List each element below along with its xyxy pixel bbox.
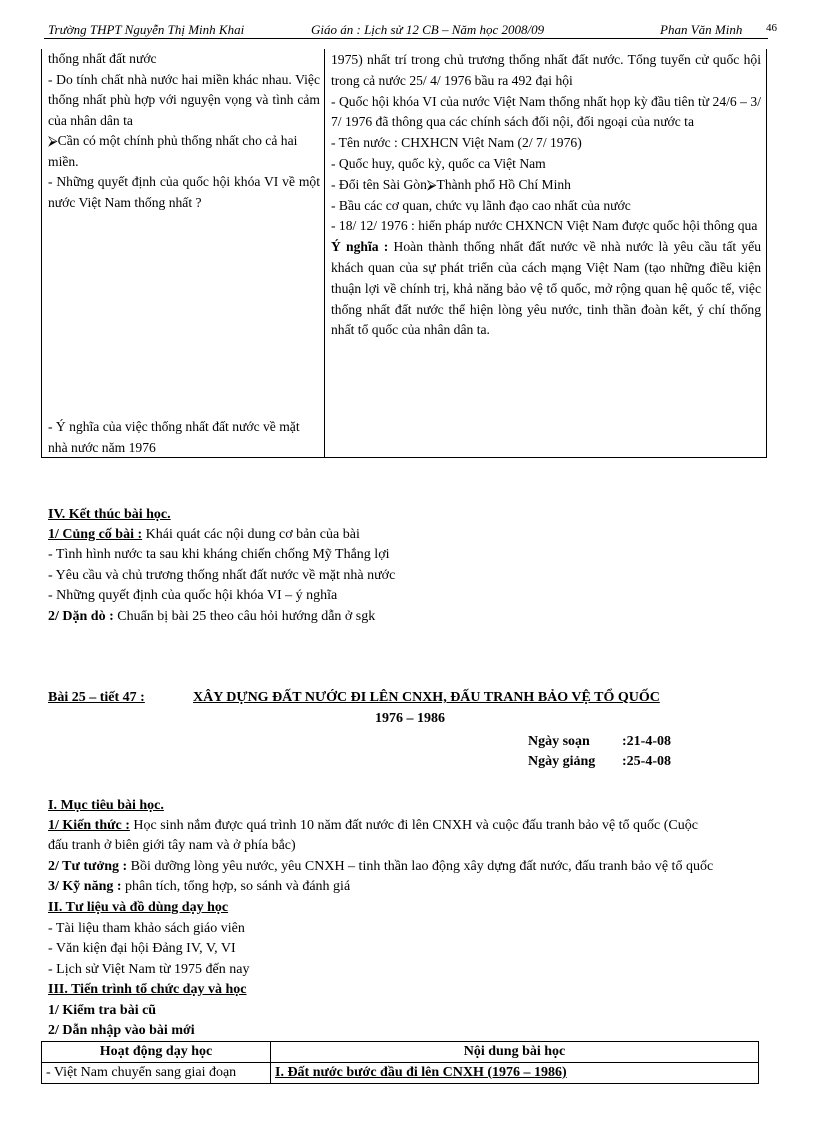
header-plan: Giáo án : Lịch sử 12 CB – Năm học 2008/09 [311, 22, 545, 37]
content-line: - Quốc hội khóa VI của nước Việt Nam thống nhất họp kỳ đầu tiên từ 24/6 – 3/ 7/ 1976 đã thông qua các chính sách đối nội, đối ngoại của nước ta [331, 93, 761, 130]
homework-label: 2/ Dặn dò : [48, 609, 114, 624]
skill-label: 3/ Kỹ năng : [48, 879, 122, 894]
knowledge-text: Học sinh nắm được quá trình 10 năm đất nước đi lên CNXH và cuộc đấu tranh bảo vệ tổ quốc (Cuộc [129, 818, 698, 833]
header-rule [44, 38, 768, 39]
homework-line [48, 607, 375, 627]
activity-line: - Do tính chất nhà nước hai miền khác nhau. Việc thống nhất phù hợp với nguyện vọng và tình cảm của nhân dân ta [48, 71, 320, 128]
content-table-continued [41, 49, 767, 458]
col-header-content: Nội dung bài học [271, 1042, 759, 1063]
knowledge-line [48, 816, 698, 836]
homework-text: Chuẩn bị bài 25 theo câu hỏi hướng dẫn ở sgk [113, 609, 376, 624]
column-divider [324, 49, 325, 457]
content-cell [331, 50, 761, 341]
section-iv-heading: IV. Kết thúc bài học. [48, 507, 171, 522]
header-school: Trường THPT Nguyễn Thị Minh Khai [48, 22, 245, 37]
meaning-paragraph [331, 237, 761, 341]
activity-line: ⮚Cần có một chính phủ thống nhất cho cả hai miền. [48, 133, 298, 169]
lesson-title: XÂY DỰNG ĐẤT NƯỚC ĐI LÊN CNXH, ĐẤU TRANH BẢO VỆ TỔ QUỐC [193, 690, 660, 705]
content-line: 1975) nhất trí trong chủ trương thống nhất đất nước. Tổng tuyển cử quốc hội trong cả nước 25/ 4/ 1976 bầu ra 492 đại hội [331, 52, 761, 88]
lesson-label: Bài 25 – tiết 47 : [48, 690, 145, 705]
check-label: 1/ Kiểm tra bài cũ [48, 1003, 157, 1018]
consolidate-item: - Yêu cầu và chủ trương thống nhất đất nước về mặt nhà nước [48, 568, 396, 583]
consolidate-item: - Tình hình nước ta sau khi kháng chiến chống Mỹ Thắng lợi [48, 547, 390, 562]
activity-line: thống nhất đất nước [48, 51, 157, 66]
skill-text: phân tích, tổng hợp, so sánh và đánh giá [121, 879, 351, 894]
col-header-activity: Hoạt động dạy học [42, 1042, 271, 1063]
content-line: - Bầu các cơ quan, chức vụ lãnh đạo cao nhất của nước [331, 197, 631, 213]
thought-label: 2/ Tư tưởng : [48, 859, 128, 874]
section-iii-heading: III. Tiến trình tổ chức dạy và học [48, 982, 247, 997]
meaning-text: Hoàn thành thống nhất đất nước về nhà nước là yêu cầu tất yếu khách quan của sự phát triển của cách mạng Việt Nam (tạo những điều kiện thuận lợi về chính trị, khả năng bảo vệ tổ quốc, mở rộng quan hệ quốc tế, việc thống nhất đất nước thể hiện lòng yêu nước, tinh thần đoàn kết, ý chí thống nhất tổ quốc của nhân dân ta. [331, 239, 761, 338]
material-item: - Tài liệu tham khảo sách giáo viên [48, 921, 245, 936]
knowledge-label: 1/ Kiến thức : [48, 818, 130, 833]
prep-date-label: Ngày soạn [528, 734, 590, 749]
page-number: 46 [766, 22, 777, 34]
content-line: - Đổi tên Sài Gòn⮚Thành phố Hồ Chí Minh [331, 176, 571, 192]
prep-date: :21-4-08 [622, 734, 671, 749]
content-line: - 18/ 12/ 1976 : hiến pháp nước CHXNCN Việt Nam được quốc hội thông qua [331, 218, 758, 234]
teach-date-label: Ngày giảng [528, 754, 596, 769]
material-item: - Văn kiện đại hội Đảng IV, V, VI [48, 941, 236, 956]
activity-line: - Những quyết định của quốc hội khóa VI về một nước Việt Nam thống nhất ? [48, 174, 320, 210]
consolidate-label: 1/ Củng cố bài : [48, 527, 143, 542]
content-heading: I. Đất nước bước đầu đi lên CNXH (1976 – 1986) [275, 1065, 567, 1080]
activity-cell [48, 49, 320, 455]
knowledge-continued: đấu tranh ở biên giới tây nam và ở phía bắc) [48, 838, 296, 853]
consolidate-line [48, 525, 360, 545]
thought-line [48, 857, 713, 877]
content-line: - Tên nước : CHXHCN Việt Nam (2/ 7/ 1976) [331, 135, 582, 151]
section-i-heading: I. Mục tiêu bài học. [48, 798, 164, 813]
content-line: - Quốc huy, quốc kỳ, quốc ca Việt Nam [331, 155, 546, 171]
teach-date: :25-4-08 [622, 754, 671, 769]
thought-text: Bồi dưỡng lòng yêu nước, yêu CNXH – tinh thần lao động xây dựng đất nước, đấu tranh bảo vệ tổ quốc [127, 859, 714, 874]
intro-label: 2/ Dẫn nhập vào bài mới [48, 1023, 195, 1038]
meaning-label: Ý nghĩa : [331, 239, 389, 255]
skill-line [48, 877, 350, 897]
section-ii-heading: II. Tư liệu và đồ dùng dạy học [48, 900, 229, 915]
lesson-years: 1976 – 1986 [375, 711, 445, 726]
activity-cell: - Việt Nam chuyển sang giai đoạn [42, 1063, 271, 1084]
lesson-table [41, 1041, 759, 1084]
consolidate-item: - Những quyết định của quốc hội khóa VI – ý nghĩa [48, 588, 338, 603]
material-item: - Lịch sử Việt Nam từ 1975 đến nay [48, 962, 250, 977]
header-author: Phan Văn Minh [660, 22, 743, 37]
content-cell [271, 1063, 759, 1084]
consolidate-text: Khái quát các nội dung cơ bản của bài [142, 527, 360, 542]
activity-line: - Ý nghĩa của việc thống nhất đất nước về mặt nhà nước năm 1976 [48, 419, 300, 455]
